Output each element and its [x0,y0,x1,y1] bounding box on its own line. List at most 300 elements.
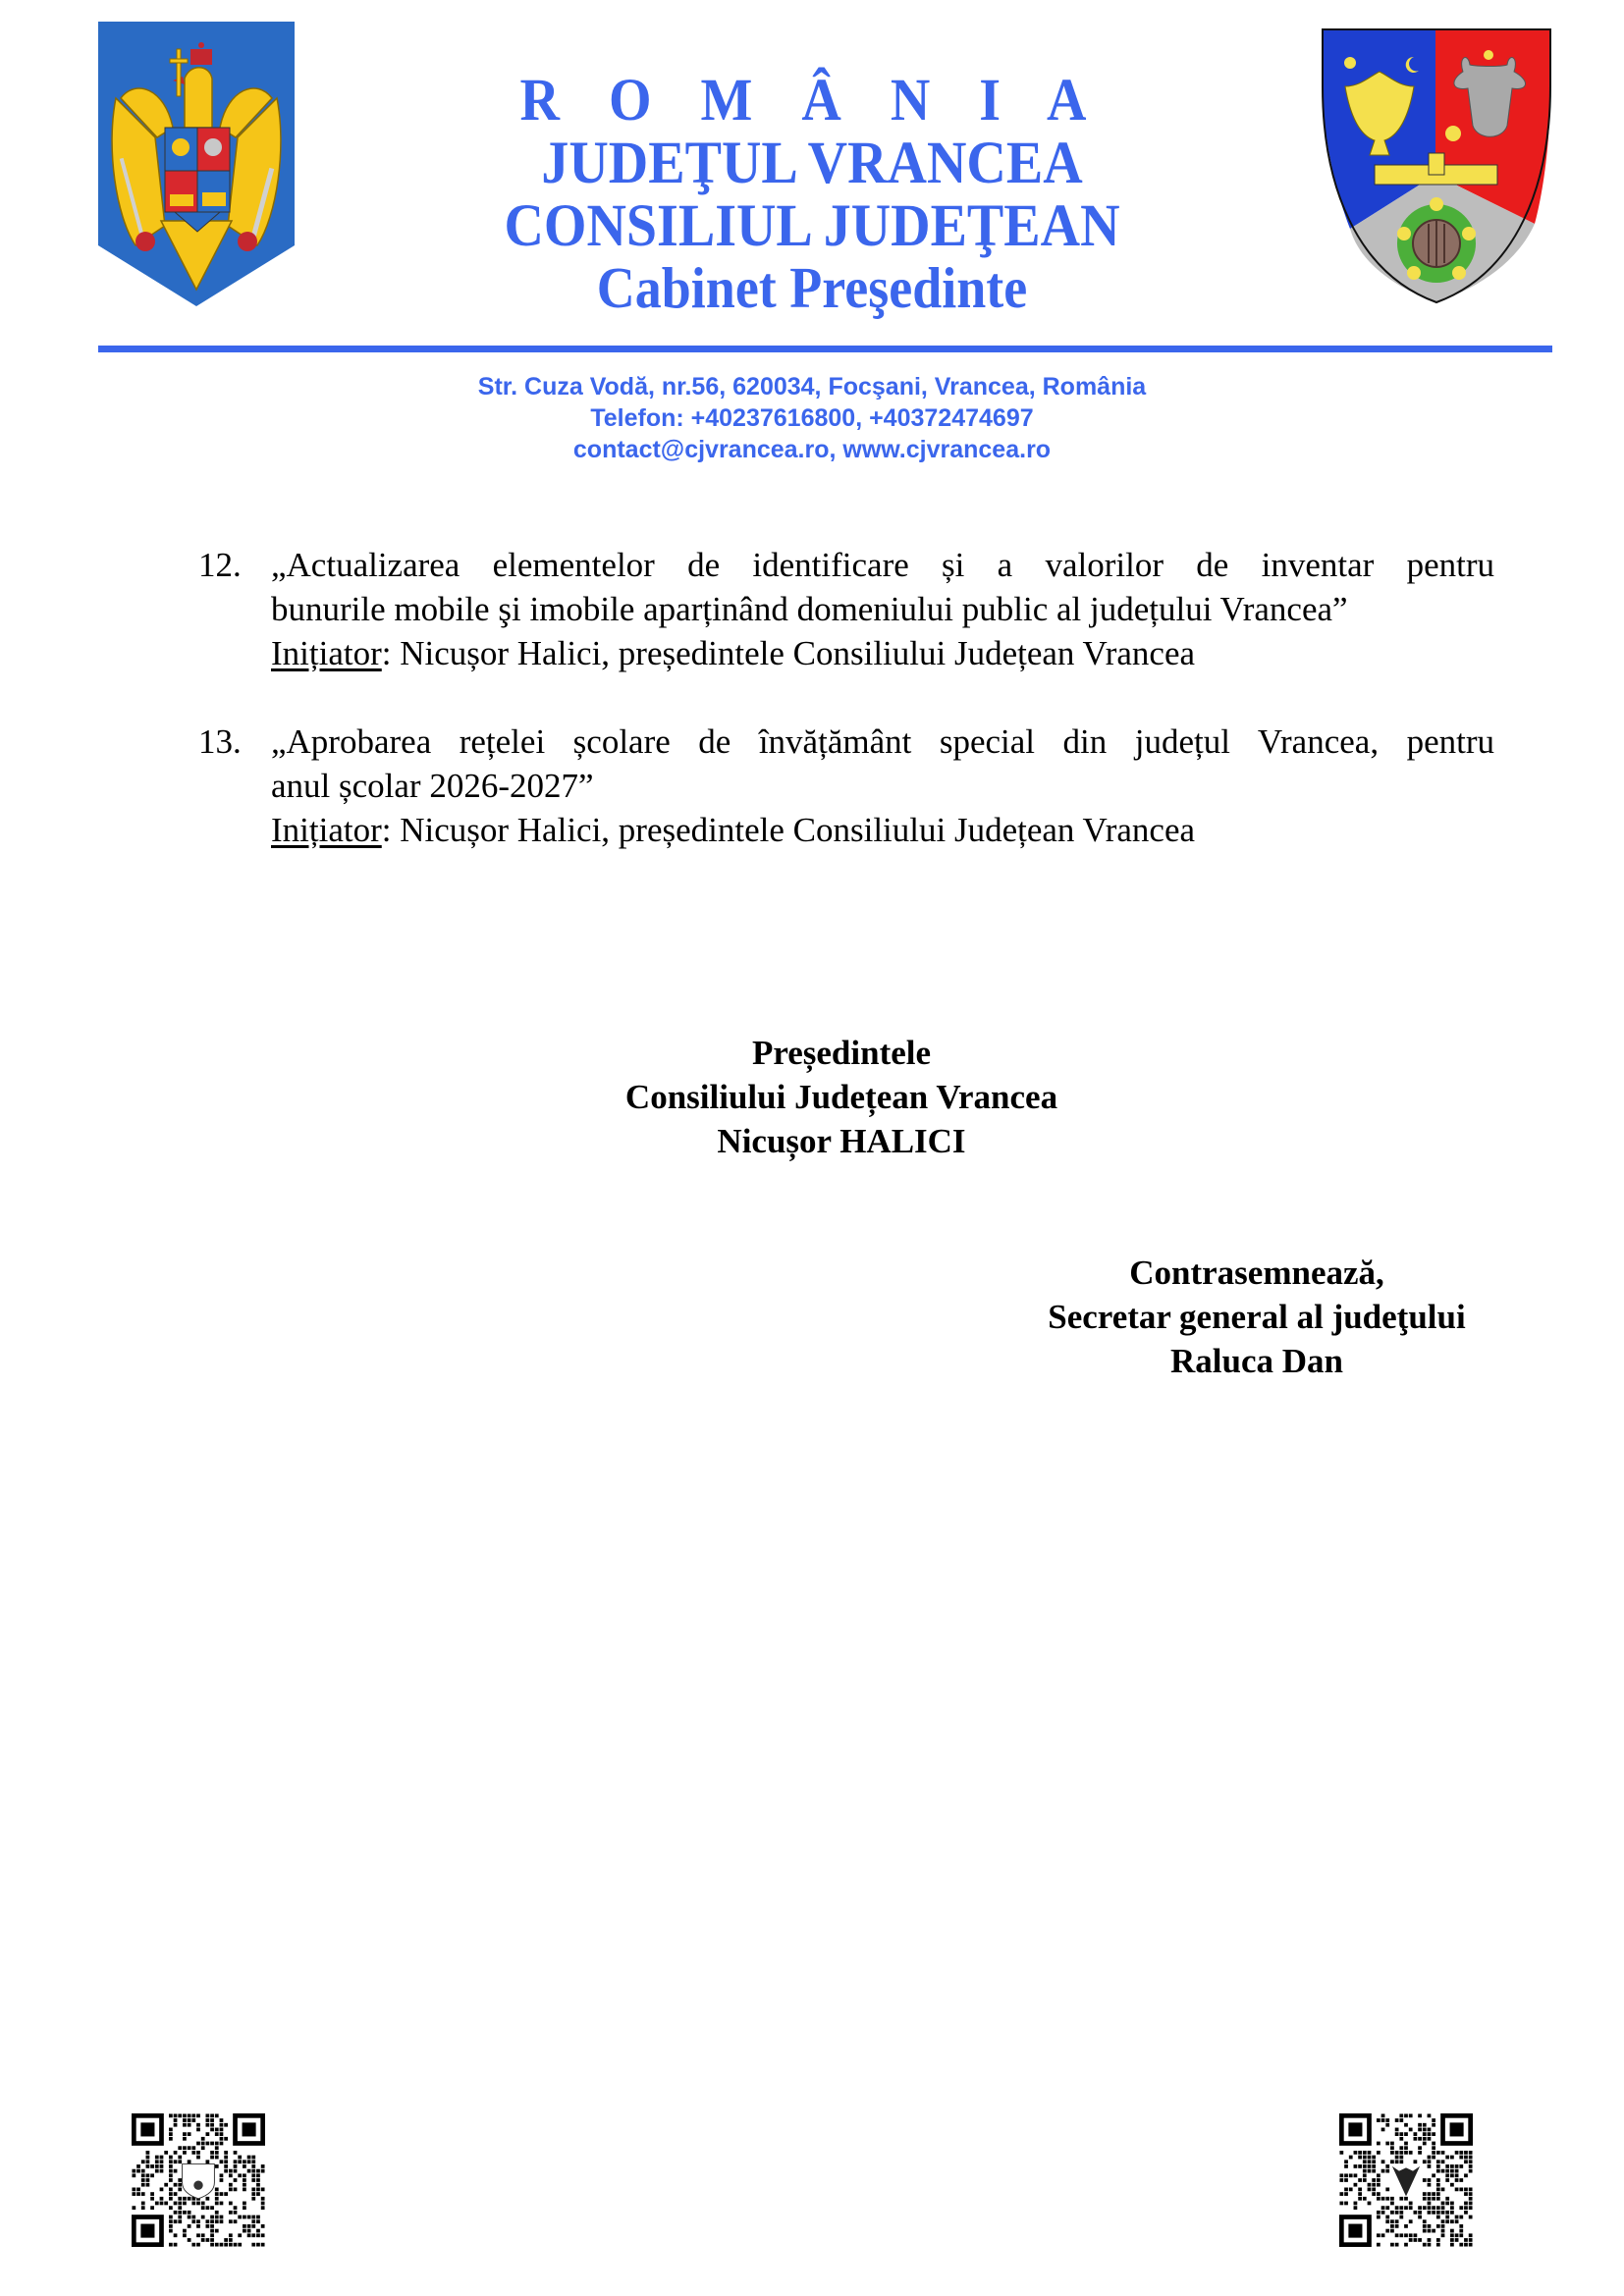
qr-module [220,2243,224,2247]
qr-module [196,2224,200,2228]
qr-module [1377,2183,1380,2187]
qr-module [1441,2188,1445,2192]
qr-module [1372,2156,1376,2160]
qr-module [1395,2160,1399,2163]
qr-module [1358,2197,1362,2201]
qr-module [1390,2146,1394,2150]
qr-module [183,2229,187,2233]
qr-module [1358,2151,1362,2155]
header-council: CONSILIUL JUDEŢEAN [504,191,1120,260]
qr-module [1450,2219,1454,2223]
qr-module [1385,2206,1389,2210]
qr-module [247,2233,251,2237]
qr-module [196,2219,200,2223]
qr-module [1372,2164,1376,2168]
qr-module [1385,2197,1389,2201]
qr-module [1450,2211,1454,2215]
qr-module [1354,2164,1358,2168]
qr-module [178,2188,182,2192]
initiator-label: Inițiator [271,811,382,849]
qr-module [1464,2151,1468,2155]
qr-module [1385,2216,1389,2219]
qr-module [1399,2156,1403,2160]
qr-module [1404,2224,1408,2228]
qr-module [1459,2233,1463,2237]
qr-module [210,2229,214,2233]
qr-module [1445,2197,1449,2201]
qr-module [256,2219,260,2223]
qr-module [210,2224,214,2228]
qr-module [1428,2243,1432,2247]
qr-module [183,2211,187,2215]
qr-module [1459,2156,1463,2160]
qr-module [229,2238,233,2242]
initiator-text: : Nicușor Halici, președintele Consiliului Județean Vrancea [381,634,1196,672]
qr-module [251,2219,255,2223]
qr-module [136,2192,140,2196]
qr-code-right[interactable] [1337,2113,1475,2247]
qr-module [1459,2188,1463,2192]
qr-finder-pattern [243,2122,256,2136]
qr-module [1459,2164,1463,2168]
qr-module [1385,2123,1389,2127]
qr-module [160,2164,164,2168]
qr-module [234,2164,238,2168]
qr-module [251,2188,255,2192]
qr-module [224,2243,228,2247]
qr-module [1414,2160,1418,2163]
qr-module [1368,2188,1372,2192]
qr-module [1445,2178,1449,2182]
qr-module [1409,2206,1413,2210]
qr-module [174,2118,178,2122]
qr-module [1368,2202,1372,2206]
qr-module [183,2151,187,2155]
qr-module [1399,2118,1403,2122]
qr-module [243,2188,246,2192]
qr-module [178,2113,182,2117]
qr-module [1455,2233,1459,2237]
qr-module [1464,2192,1468,2196]
qr-module [1385,2164,1389,2168]
qr-module [174,2211,178,2215]
qr-module [1385,2169,1389,2173]
header-phone[interactable]: Telefon: +40237616800, +40372474697 [590,404,1034,432]
qr-module [1377,2173,1380,2177]
qr-module [1363,2164,1367,2168]
qr-module [155,2169,159,2173]
qr-module [191,2243,195,2247]
qr-module [1409,2238,1413,2242]
qr-module [215,2219,219,2223]
qr-module [1354,2183,1358,2187]
qr-module [1414,2233,1418,2237]
qr-module [196,2202,200,2206]
qr-module [215,2132,219,2136]
qr-module [1381,2233,1385,2237]
qr-module [210,2243,214,2247]
qr-module [1404,2243,1408,2247]
qr-module [1428,2192,1432,2196]
qr-module [220,2118,224,2122]
qr-module [1418,2123,1422,2127]
qr-module [196,2142,200,2146]
qr-module [174,2113,178,2117]
qr-module [160,2197,164,2201]
qr-module [169,2188,173,2192]
qr-module [206,2197,210,2201]
qr-module [1423,2197,1427,2201]
qr-module [1339,2202,1343,2206]
initiator-text: : Nicușor Halici, președintele Consiliului Județean Vrancea [381,811,1196,849]
qr-module [229,2233,233,2237]
qr-module [191,2202,195,2206]
qr-module [160,2202,164,2206]
qr-module [174,2219,178,2223]
qr-module [1358,2188,1362,2192]
qr-module [220,2160,224,2163]
qr-module [188,2160,191,2163]
qr-module [1432,2151,1435,2155]
qr-module [132,2169,135,2173]
qr-module [206,2160,210,2163]
qr-module [1358,2156,1362,2160]
qr-module [146,2151,150,2155]
qr-module [1441,2169,1445,2173]
qr-module [136,2164,140,2168]
qr-module [160,2156,164,2160]
qr-module [169,2206,173,2210]
qr-code-left[interactable] [132,2113,265,2247]
qr-module [183,2113,187,2117]
qr-module [1363,2160,1367,2163]
qr-module [234,2188,238,2192]
qr-module [188,2238,191,2242]
qr-module [196,2156,200,2160]
qr-module [1385,2188,1389,2192]
qr-module [215,2197,219,2201]
qr-module [1368,2160,1372,2163]
qr-module [1464,2206,1468,2210]
qr-module [1390,2243,1394,2247]
qr-module [191,2118,195,2122]
qr-module [1423,2160,1427,2163]
qr-module [1464,2156,1468,2160]
qr-module [1354,2202,1358,2206]
qr-module [1450,2164,1454,2168]
qr-module [1455,2219,1459,2223]
qr-module [234,2243,238,2247]
qr-module [1469,2169,1473,2173]
qr-module [188,2146,191,2150]
qr-module [1344,2173,1348,2177]
qr-module [174,2123,178,2127]
qr-module [215,2164,219,2168]
header-email-web[interactable]: contact@cjvrancea.ro, www.cjvrancea.ro [572,436,1052,463]
qr-module [1428,2211,1432,2215]
qr-module [196,2113,200,2117]
qr-module [1464,2211,1468,2215]
qr-module [220,2219,224,2223]
qr-module [160,2160,164,2163]
qr-module [1428,2156,1432,2160]
qr-finder-pattern [1348,2224,1362,2238]
qr-module [1363,2173,1367,2177]
qr-module [155,2202,159,2206]
qr-module [146,2164,150,2168]
qr-module [238,2233,242,2237]
qr-module [261,2169,265,2173]
qr-module [1469,2164,1473,2168]
qr-module [238,2216,242,2219]
qr-module [196,2243,200,2247]
qr-finder-pattern [140,2122,154,2136]
qr-module [1354,2173,1358,2177]
qr-module [1445,2156,1449,2160]
qr-module [1368,2169,1372,2173]
qr-module [1436,2160,1440,2163]
qr-module [1428,2238,1432,2242]
qr-module [206,2132,210,2136]
qr-module [1404,2132,1408,2136]
qr-module [169,2113,173,2117]
qr-module [1450,2156,1454,2160]
president-signature-block [547,1031,1136,1163]
qr-module [169,2137,173,2141]
qr-module [1464,2202,1468,2206]
qr-module [183,2137,187,2141]
qr-module [183,2146,187,2150]
qr-module [1395,2132,1399,2136]
qr-module [1399,2132,1403,2136]
qr-module [1469,2192,1473,2196]
qr-module [1441,2224,1445,2228]
qr-module [1428,2197,1432,2201]
qr-module [215,2188,219,2192]
qr-module [1450,2173,1454,2177]
qr-module [1428,2132,1432,2136]
qr-module [1432,2156,1435,2160]
qr-module [1395,2224,1399,2228]
qr-module [229,2183,233,2187]
qr-module [234,2160,238,2163]
qr-module [1459,2178,1463,2182]
qr-module [247,2156,251,2160]
qr-module [1418,2113,1422,2117]
qr-module [1418,2146,1422,2150]
qr-module [251,2156,255,2160]
qr-module [1377,2192,1380,2196]
qr-module [1464,2173,1468,2177]
qr-module [1432,2192,1435,2196]
qr-module [243,2173,246,2177]
qr-module [183,2123,187,2127]
qr-module [243,2202,246,2206]
qr-module [1354,2206,1358,2210]
qr-module [210,2113,214,2117]
qr-module [169,2156,173,2160]
qr-module [1381,2197,1385,2201]
qr-module [1432,2173,1435,2177]
qr-module [243,2178,246,2182]
qr-module [1423,2128,1427,2132]
qr-module [1409,2219,1413,2223]
qr-module [261,2243,265,2247]
qr-module [164,2183,168,2187]
qr-module [1436,2224,1440,2228]
qr-module [1372,2178,1376,2182]
qr-module [1436,2169,1440,2173]
qr-module [1390,2142,1394,2146]
qr-module [1363,2156,1367,2160]
qr-module [1423,2137,1427,2141]
qr-module [256,2188,260,2192]
qr-module [251,2224,255,2228]
qr-module [1404,2151,1408,2155]
qr-module [243,2164,246,2168]
qr-module [1399,2216,1403,2219]
qr-module [1423,2142,1427,2146]
qr-module [256,2178,260,2182]
qr-module [1469,2202,1473,2206]
qr-module [1354,2151,1358,2155]
qr-module [183,2118,187,2122]
qr-module [1450,2183,1454,2187]
qr-module [1469,2151,1473,2155]
qr-module [206,2123,210,2127]
qr-module [188,2113,191,2117]
qr-module [169,2243,173,2247]
qr-module [234,2219,238,2223]
qr-module [1377,2216,1380,2219]
initiator-label: Inițiator [271,634,382,672]
qr-module [1399,2197,1403,2201]
qr-module [1436,2192,1440,2196]
qr-module [1450,2202,1454,2206]
item-initiator [271,808,1494,852]
qr-module [174,2151,178,2155]
qr-module [247,2224,251,2228]
qr-module [1358,2164,1362,2168]
qr-module [1377,2211,1380,2215]
qr-module [188,2123,191,2127]
qr-module [1404,2113,1408,2117]
qr-module [220,2142,224,2146]
qr-module [141,2160,145,2163]
qr-module [1399,2146,1403,2150]
qr-module [1432,2229,1435,2233]
president-title: Președintele [751,1034,932,1072]
qr-module [1390,2202,1394,2206]
qr-module [169,2197,173,2201]
qr-module [178,2156,182,2160]
qr-module [178,2178,182,2182]
qr-module [1339,2178,1343,2182]
qr-module [141,2206,145,2210]
qr-module [1372,2183,1376,2187]
qr-module [1385,2229,1389,2233]
qr-module [234,2178,238,2182]
header-cabinet: Cabinet Preşedinte [596,255,1028,320]
qr-module [178,2216,182,2219]
qr-module [1418,2151,1422,2155]
qr-module [247,2169,251,2173]
qr-module [1385,2118,1389,2122]
qr-module [1428,2183,1432,2187]
qr-module [1455,2151,1459,2155]
qr-module [174,2169,178,2173]
qr-module [1450,2206,1454,2210]
qr-module [1399,2137,1403,2141]
qr-module [1455,2188,1459,2192]
qr-module [150,2192,154,2196]
qr-module [191,2151,195,2155]
qr-module [215,2146,219,2150]
qr-module [206,2142,210,2146]
qr-module [1450,2229,1454,2233]
qr-module [243,2183,246,2187]
qr-finder-pattern [1450,2122,1464,2136]
qr-module [191,2219,195,2223]
qr-module [215,2229,219,2233]
qr-module [164,2202,168,2206]
qr-module [215,2202,219,2206]
qr-module [1441,2219,1445,2223]
qr-module [132,2192,135,2196]
qr-module [155,2156,159,2160]
qr-module [1372,2188,1376,2192]
qr-module [1459,2151,1463,2155]
qr-module [1441,2160,1445,2163]
qr-module [201,2202,205,2206]
qr-module [1445,2169,1449,2173]
qr-module [206,2118,210,2122]
secretary-signature-block [992,1251,1522,1383]
qr-module [220,2216,224,2219]
qr-module [224,2123,228,2127]
qr-module [224,2192,228,2196]
qr-module [247,2229,251,2233]
qr-module [206,2224,210,2228]
qr-module [201,2206,205,2210]
qr-module [183,2233,187,2237]
qr-module [1414,2211,1418,2215]
qr-module [210,2128,214,2132]
qr-module [1428,2206,1432,2210]
qr-module [210,2233,214,2237]
qr-module [1390,2211,1394,2215]
qr-module [1404,2206,1408,2210]
qr-module [247,2216,251,2219]
qr-module [1344,2160,1348,2163]
header-address: Str. Cuza Vodă, nr.56, 620034, Focşani, Vrancea, România [477,373,1147,400]
qr-module [251,2178,255,2182]
qr-module [201,2137,205,2141]
qr-module [1455,2164,1459,2168]
qr-module [1395,2151,1399,2155]
qr-module [150,2164,154,2168]
qr-module [1432,2132,1435,2136]
qr-module [1390,2224,1394,2228]
qr-module [169,2173,173,2177]
qr-module [1381,2206,1385,2210]
qr-module [243,2160,246,2163]
qr-module [1414,2137,1418,2141]
qr-module [141,2192,145,2196]
header-county: JUDEŢUL VRANCEA [541,129,1083,197]
qr-module [169,2229,173,2233]
qr-module [1409,2233,1413,2237]
